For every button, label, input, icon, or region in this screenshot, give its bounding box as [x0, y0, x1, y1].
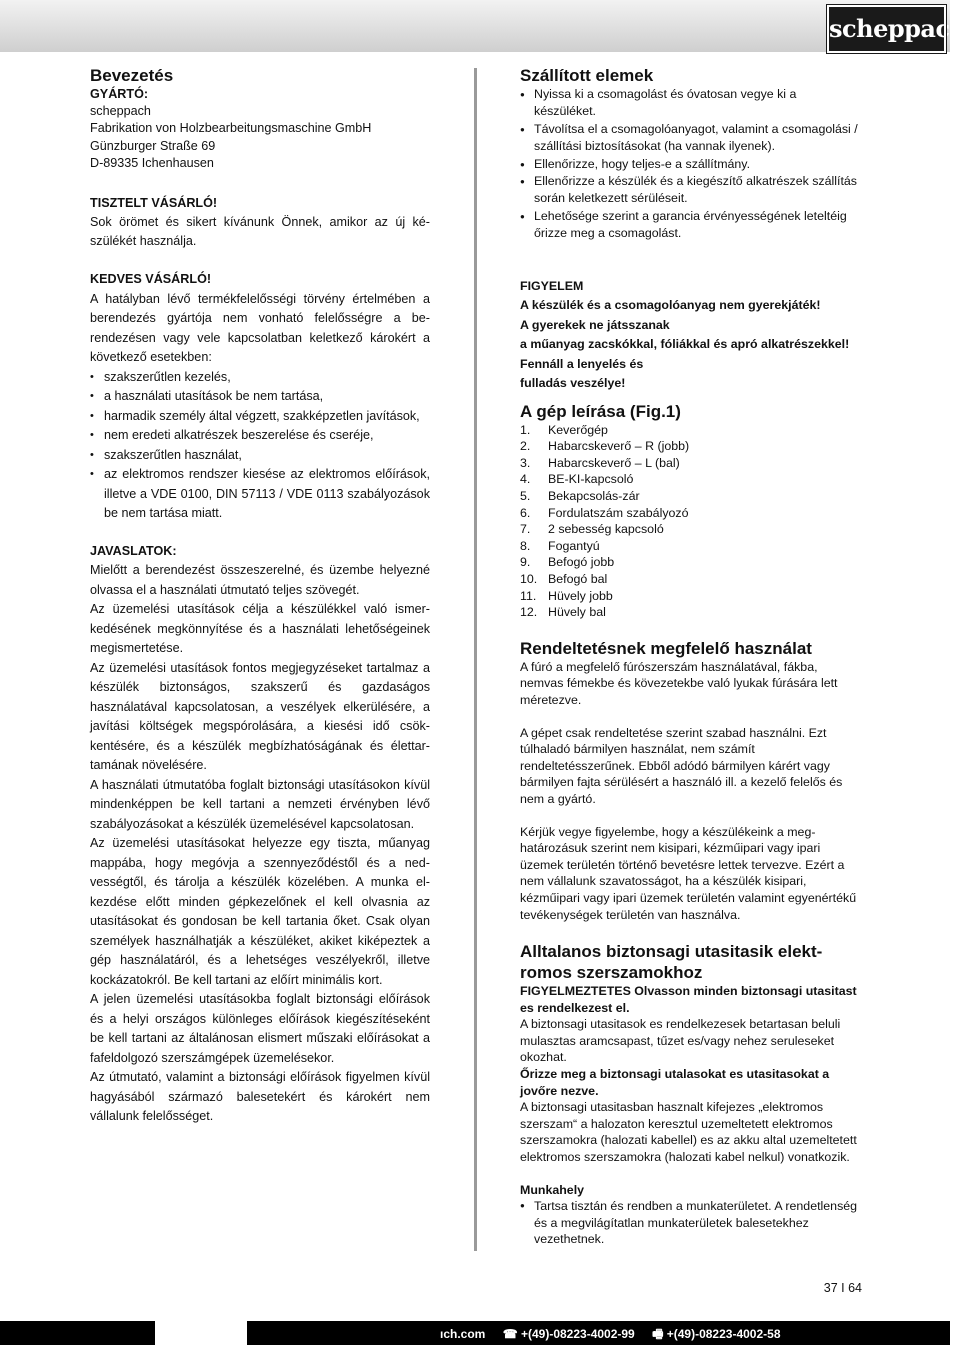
list-item: 4. BE-KI-kapcsoló	[520, 472, 634, 487]
column-divider	[474, 68, 477, 1251]
recommend-paragraph: Mielőtt a berendezést összeszerelné, és üzembe helyezné olvassa el a használati útmutató teljes szövegét.	[90, 563, 430, 597]
liability-list	[90, 368, 430, 524]
list-item: ● Lehetősége szerint a garancia érvényességének leteltéig őrizze meg a csomagolást.	[520, 208, 860, 243]
machine-title: A gép leírása (Fig.1)	[520, 401, 681, 421]
list-item: • az elektromos rendszer kiesése az elektromos előírások, illetve a VDE 0100, DIN 57113 / VDE 0113 szabályozások be nem tartása miatt.	[90, 465, 430, 524]
page-number: 37 I 64	[823, 1281, 862, 1295]
attention-line: a műanyag zacskókkal, fóliákkal és apró alkatrészekkel! Fennáll a lenyelés és	[520, 337, 850, 371]
list-item: • nem eredeti alkatrészek beszerelése és cseréje,	[90, 426, 430, 446]
maker-label: GYÁRTÓ:	[90, 87, 149, 101]
left-column	[90, 66, 430, 1127]
list-item: ● Tartsa tisztán és rendben a munkaterületet. A rendetlenség és a megvilágítatlan munkaterületek balesetekhez vezethetnek.	[520, 1198, 860, 1248]
header-bar	[0, 0, 967, 52]
list-item: • harmadik személy által végzett, szakképzetlen javítások,	[90, 407, 430, 427]
recommend-paragraph: Az üzemelési utasítások fontos megjegyzéseket tartalmaz a készülék biztonságos, szakszerű és gazdaságos használatával kapcsolatosan, a veszélyek elkerülésére, a javítási költségek megspórolására, a kiesési idő csökkentésére, és a készülék megbízhatóságának és élettartamának növelésére.	[90, 660, 430, 773]
intro-title: Bevezetés	[90, 66, 174, 85]
maker-line: scheppach	[90, 104, 151, 118]
intended-paragraph: A gépet csak rendeltetése szerint szabad használni. Ezt túlhaladó bármilyen használat, nem számít rendeltetésszerűnek. Ebből adódó bármilyen kárért vagy bármilyen fajta sérülésért a használó ill. a kezelő felelős és nem a gyártó.	[520, 725, 843, 806]
dear-customer-label: TISZTELT VÁSÁRLÓ!	[90, 196, 218, 211]
recommend-paragraph: Az útmutató, valamint a biztonsági előírások figyelmen kívül hagyásából származó balesetekért és károkért nem vállalunk felelősséget.	[90, 1070, 430, 1124]
dear-customer-text: Sok örömet és sikert kívánunk Önnek, amikor az új készülékét használja.	[90, 215, 430, 249]
dear-buyer-text: A hatályban lévő termékfelelősségi törvény értelmében a berendezés gyártója nem vonható felelősségre a berendezésen vagy vele kapcsolatban keletkező károkért a következő esetekben:	[90, 291, 430, 365]
footer-bar	[0, 1321, 950, 1345]
list-item: 6. Fordulatszám szabályozó	[520, 505, 689, 520]
list-item: 8. Fogantyú	[520, 538, 600, 553]
list-item: • szakszerűtlen használat,	[90, 446, 430, 466]
parts-list	[520, 422, 860, 621]
brand-logo: scheppach	[827, 5, 946, 53]
footer-fax: 🖷 +(49)-08223-4002-58	[652, 1327, 781, 1341]
footer-phone: ☎ +(49)-08223-4002-99	[502, 1327, 635, 1341]
list-item: ● Ellenőrizze, hogy teljes-e a szállítmány.	[520, 156, 860, 173]
recommend-label: JAVASLATOK:	[90, 543, 177, 558]
footer-gap	[155, 1321, 247, 1345]
list-item: • szakszerűtlen kezelés,	[90, 368, 430, 388]
list-item: • a használati utasítások be nem tartása,	[90, 387, 430, 407]
list-item: 2. Habarcskeverő – R (jobb)	[520, 439, 690, 454]
safety-paragraph: A biztonsagi utasitasok es rendelkezesek betartasan beluli mulasztas aramcsapast, tűzet es/vagy nehez seruleseket okozhat.	[520, 1017, 841, 1065]
attention-line: A gyerekek ne játsszanak	[520, 317, 670, 332]
workplace-label: Munkahely	[520, 1182, 585, 1197]
safety-keep: Őrizze meg a biztonsagi utalasokat es utasitasokat a jovőre nezve.	[520, 1067, 830, 1098]
attention-line: A készülék és a csomagolóanyag nem gyerekjáték!	[520, 298, 821, 313]
workplace-list	[520, 1198, 860, 1248]
list-item: 5. Bekapcsolás-zár	[520, 489, 640, 504]
right-column	[520, 66, 860, 1248]
maker-line: Günzburger Straße 69	[90, 138, 216, 153]
list-item: 10. Befogó bal	[520, 572, 608, 586]
safety-title: Alltalanos biztonsagi utasitasik elektromos szerszamokhoz	[520, 942, 823, 983]
recommend-paragraph: Az üzemelési utasításokat helyezze egy tiszta, műanyag mappába, hogy megóvja a szennyeződéstől és a nedvességtől, és tárolja a készülék közelében. A munka elkezdése előtt minden gépkezelőnek el kell olvasnia az utasításokat és gondosan be kell tartania őket. Csak olyan személyek használhatják a készüléket, akiket kiképeztek a gép használatáról, és a lehetséges veszélyekről, illetve kockázatokról. Be kell tartani az előírt minimális kort.	[90, 836, 430, 987]
footer-web: ıch.com	[440, 1327, 486, 1341]
delivered-list	[520, 86, 860, 243]
list-item: 11. Hüvely jobb	[520, 588, 613, 603]
list-item: 3. Habarcskeverő – L (bal)	[520, 455, 680, 470]
dear-buyer-label: KEDVES VÁSÁRLÓ!	[90, 272, 212, 287]
attention-label: FIGYELEM	[520, 278, 584, 293]
footer-contact	[440, 1325, 795, 1346]
attention-line: fulladás veszélye!	[520, 376, 626, 391]
delivered-title: Szállított elemek	[520, 66, 654, 85]
list-item: 12. Hüvely bal	[520, 605, 606, 620]
maker-line: Fabrikation von Holzbearbeitungsmaschine GmbH	[90, 121, 372, 136]
list-item: ● Távolítsa el a csomagolóanyagot, valamint a csomagolási / szállítási biztosításokat (ha vannak ilyenek).	[520, 121, 860, 156]
maker-line: D-89335 Ichenhausen	[90, 155, 214, 170]
list-item: 9. Befogó jobb	[520, 555, 615, 570]
recommend-paragraph: Az üzemelési utasítások célja a készülékkel való ismerkedésének megkönnyítése és a használati lehetőségeinek megismertetése.	[90, 602, 430, 656]
list-item: ● Nyissa ki a csomagolást és óvatosan vegye ki a készüléket.	[520, 86, 860, 121]
recommend-paragraph: A használati útmutatóba foglalt biztonsági utasításokon kívül mindenképpen be kell tartani a nemzeti érvényben lévő szabályozásokat a készülék üzemelésével kapcsolatosan.	[90, 777, 430, 831]
intended-use-title: Rendeltetésnek megfelelő használat	[520, 638, 812, 658]
recommend-paragraph: A jelen üzemelési utasításokba foglalt biztonsági előírások és a helyi országos különleges előírások kiegészítéseként be kell tartani az általánosan elismert műszaki előírásokat a fafeldolgozó szerszámgépek üzemelésekor.	[90, 992, 430, 1065]
safety-paragraph: A biztonsagi utasitasban hasznalt kifejezes „elektromos szerszam“ a halozaton keresztul uzemeltetett elektromos szerszamokra (halozati kabellel) es az akku altal uzemeltetett elektromos szerszamokra (halozati kabel nelkul) vonatkozik.	[520, 1100, 857, 1165]
intended-paragraph: A fúró a megfelelő fúrószerszám használatával, fákba, nemvas fémekbe és kövezetekbe való lyukak fúrására lett méretezve.	[520, 659, 838, 707]
list-item: ● Ellenőrizze a készülék és a kiegészítő alkatrészek szállítás során keletkezett sérüléseit.	[520, 173, 860, 208]
list-item: 1. Keverőgép	[520, 422, 608, 437]
safety-warning: FIGYELMEZTETES Olvasson minden biztonsagi utasitast es rendelkezest el.	[520, 984, 857, 1015]
intended-paragraph: Kérjük vegye figyelembe, hogy a készülékeink a meghatározásuk szerint nem kisipari, kézműipari vagy ipari üzemek területén történő bevetésre lettek tervezve. Ezért a nem vállalunk szavatosságot, ha a készülék kisipari, kézműipari vagy ipari üzemek területén valamint egyenértékű tevékenységek területén van használva.	[520, 824, 857, 922]
list-item: 7. 2 sebesség kapcsoló	[520, 522, 664, 537]
